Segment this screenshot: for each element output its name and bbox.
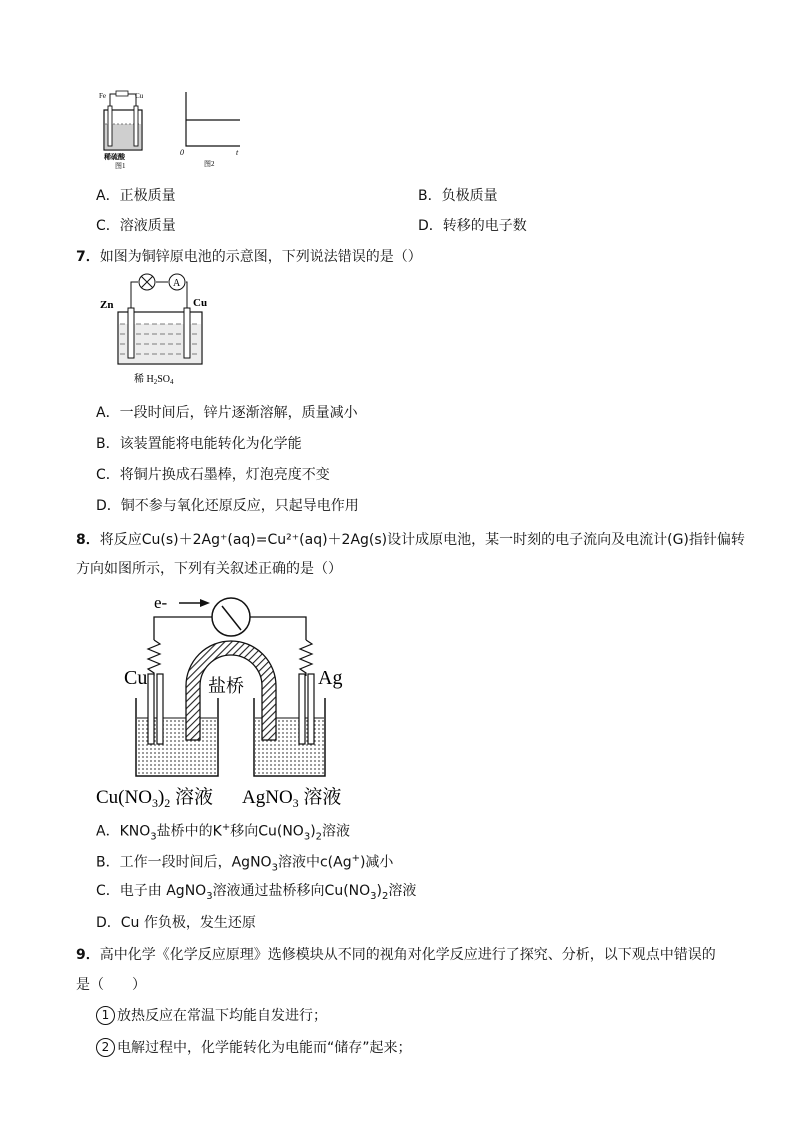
q9-stem-line-1: [76, 945, 716, 965]
q8-fig-left-solution-label: $Cu(NO_3)_2$ 溶液: [96, 787, 214, 810]
option-text: 溶液: [322, 823, 351, 840]
q7-option-c: [96, 465, 330, 485]
option-letter: B．: [96, 854, 120, 871]
option-text: KNO: [119, 823, 151, 840]
q8-stem-line-1: [76, 530, 745, 550]
subscript: 3: [370, 890, 377, 902]
question-number: 8．: [76, 532, 100, 548]
q7-fig-cu-label: Cu: [193, 297, 208, 309]
q7-option-d: [96, 496, 359, 516]
option-text: 负极质量: [441, 188, 498, 204]
q6-figure-2: [176, 88, 244, 170]
item-text: 电解过程中，化学能转化为电能而“储存”起来；: [117, 1040, 412, 1056]
option-text: 铜不参与氧化还原反应，只起导电作用: [120, 498, 359, 514]
option-letter: D．: [96, 498, 121, 514]
q8-stem-line-2: 方向如图所示，下列有关叙述正确的是（）: [76, 561, 342, 577]
q7-figure: [96, 272, 216, 390]
subscript: 2: [315, 831, 323, 843]
option-text: 盐桥中的K: [156, 823, 222, 840]
subscript: 3: [150, 831, 157, 843]
option-text: 工作一段时间后，AgNO: [119, 854, 272, 871]
option-letter: A．: [96, 188, 120, 204]
subscript: 3: [206, 890, 213, 902]
q8-fig-right-solution-label: AgNO$_3$ 溶液: [242, 787, 342, 810]
option-text: 溶液通过盐桥移向Cu(NO: [212, 883, 371, 899]
q6-fig1-fe-label: Fe: [99, 92, 106, 100]
option-text: 溶液质量: [119, 218, 176, 234]
q6-figure-1: [96, 88, 152, 170]
q6-fig2-origin: 0: [180, 148, 184, 157]
q8-option-b: [96, 849, 393, 878]
q8-fig-electron-label: e-: [154, 593, 168, 612]
q6-option-a: [96, 186, 176, 206]
item-text: 放热反应在常温下均能自发进行；: [117, 1008, 327, 1024]
q7-stem: [76, 247, 422, 267]
q7-fig-zn-label: Zn: [100, 299, 114, 311]
q6-fig2-caption: 图2: [204, 160, 215, 168]
q6-option-c: [96, 216, 176, 236]
circled-number: 2: [96, 1038, 115, 1057]
option-letter: B．: [96, 436, 120, 452]
q8-figure: [94, 588, 366, 810]
option-letter: A．: [96, 405, 120, 421]
q8-fig-salt-bridge-label: 盐桥: [208, 676, 244, 696]
option-letter: A．: [96, 823, 120, 840]
option-text: )减小: [359, 854, 394, 871]
option-text: ): [310, 823, 316, 840]
subscript: 2: [382, 890, 389, 902]
option-text: 溶液: [388, 883, 417, 899]
circled-number: 1: [96, 1006, 115, 1025]
option-text: 转移的电子数: [442, 218, 527, 234]
q8-fig-cu-label: Cu: [124, 667, 148, 689]
option-letter: C．: [96, 883, 120, 899]
option-text: 正极质量: [119, 188, 176, 204]
option-text: 移向Cu(NO: [230, 823, 304, 840]
q7-option-b: [96, 434, 302, 454]
q8-option-d: [96, 913, 256, 933]
q6-fig1-solution: 稀硫酸: [104, 153, 125, 161]
q6-fig1-caption: 图1: [115, 162, 126, 170]
subscript: 3: [303, 831, 311, 843]
q7-fig-ammeter: A: [173, 278, 181, 289]
question-text: 将反应Cu(s)＋2Ag⁺(aq)=Cu²⁺(aq)＋2Ag(s)设计成原电池，某一时刻的电子流向及电流计(G)指针偏转: [99, 532, 745, 548]
q6-option-b: [418, 186, 498, 206]
option-letter: C．: [96, 467, 120, 483]
q9-item-2: [96, 1038, 412, 1058]
q8-option-c: [96, 881, 416, 907]
option-letter: D．: [96, 915, 121, 931]
option-letter: C．: [96, 218, 120, 234]
option-text: ): [376, 883, 383, 899]
question-number: 7．: [76, 249, 100, 265]
q9-stem-line-2: 是（ ）: [76, 977, 146, 993]
question-text: 高中化学《化学反应原理》选修模块从不同的视角对化学反应进行了探究、分析，以下观点中错误的: [99, 947, 716, 963]
question-text: 如图为铜锌原电池的示意图，下列说法错误的是（）: [99, 249, 422, 265]
option-text: 该装置能将电能转化为化学能: [119, 436, 302, 452]
superscript: +: [221, 822, 231, 833]
option-text: 将铜片换成石墨棒，灯泡亮度不变: [119, 467, 330, 483]
superscript: +: [351, 853, 360, 864]
q6-option-d: [418, 216, 527, 236]
q9-item-1: [96, 1006, 327, 1026]
q6-fig2-t-axis: t: [236, 148, 239, 157]
subscript: 3: [271, 862, 278, 874]
option-text: 电子由 AgNO: [119, 883, 207, 899]
option-letter: D．: [418, 218, 443, 234]
q7-option-a: [96, 403, 358, 423]
option-letter: B．: [418, 188, 442, 204]
q8-fig-ag-label: Ag: [318, 667, 343, 689]
option-text: 溶液中c(Ag: [277, 854, 352, 871]
question-number: 9．: [76, 947, 100, 963]
q6-fig1-cu-label: Cu: [135, 92, 144, 100]
q7-fig-solution: 稀 $H_2SO_4$: [134, 374, 174, 386]
option-text: 一段时间后，锌片逐渐溶解，质量减小: [119, 405, 358, 421]
q8-option-a: [96, 818, 350, 847]
option-text: Cu 作负极，发生还原: [120, 915, 256, 931]
